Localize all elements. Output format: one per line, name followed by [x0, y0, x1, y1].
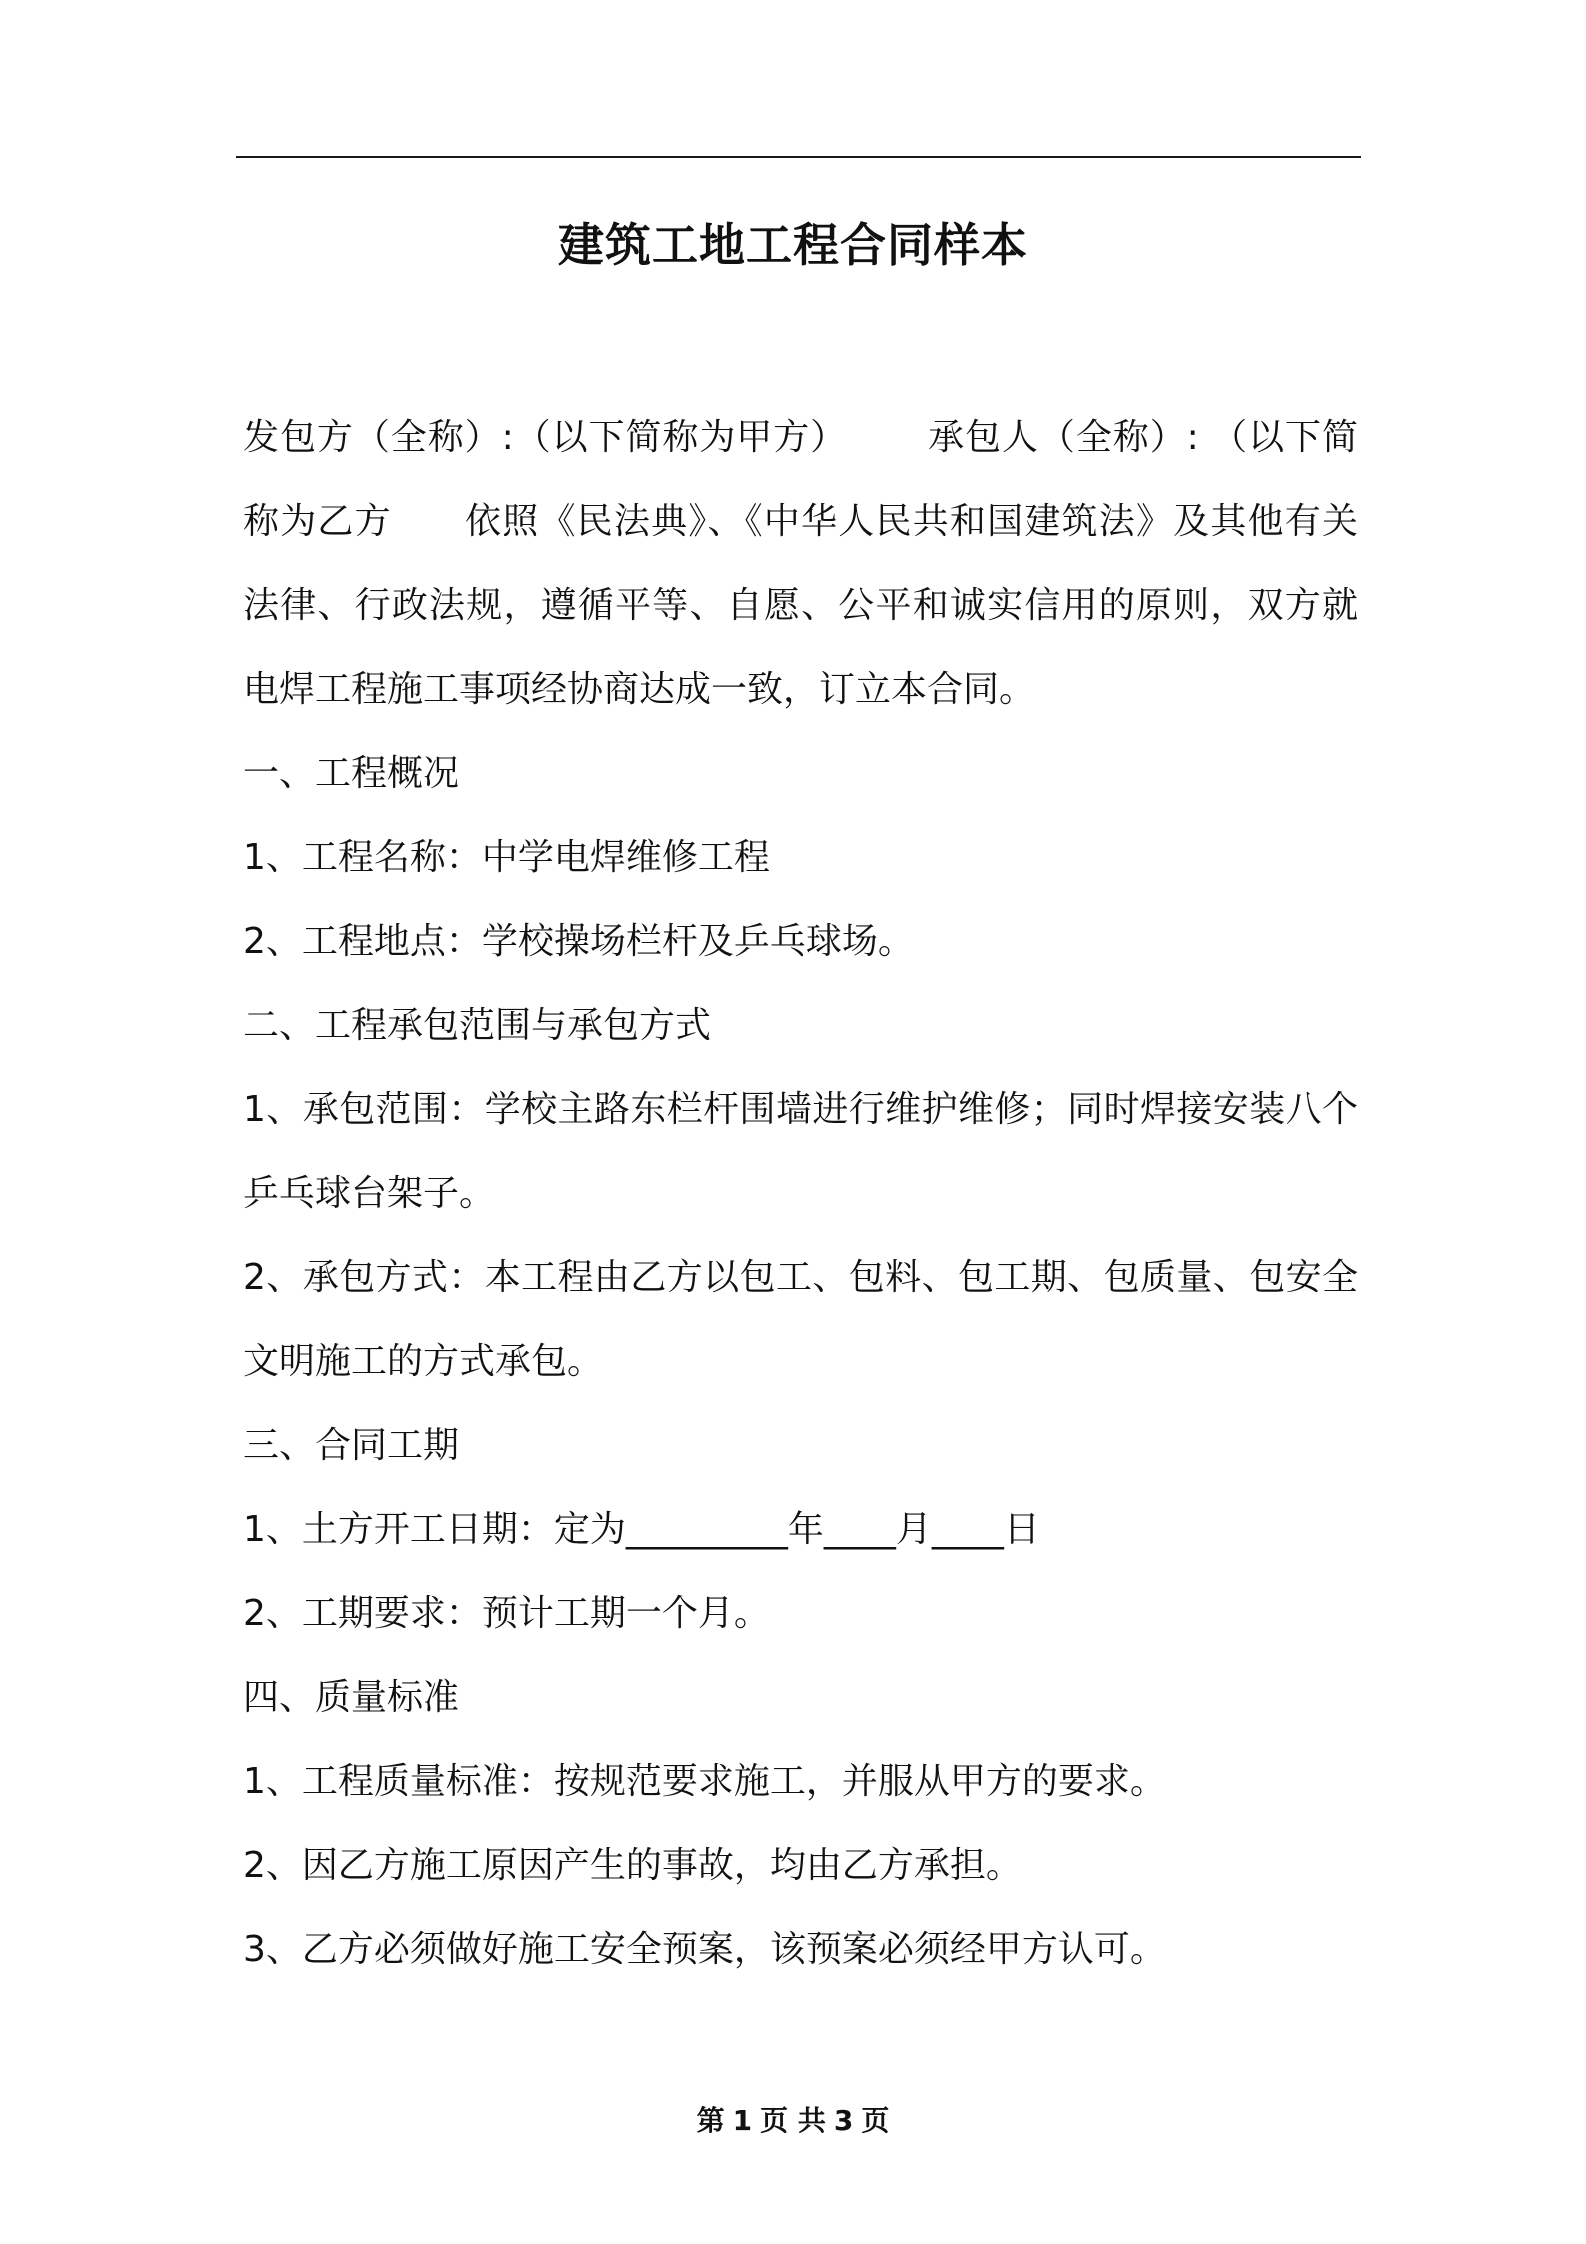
- footer-page-number: 1: [732, 2104, 753, 2137]
- header-rule: [236, 156, 1361, 158]
- intro-basis: 依照《民法典》、《中华人民共和国建筑法》及其他有关法律、行政法规，遵循平等、自愿、公平和诚实信用的原则，双方就电焊工程施工事项经协商达成一致，订立本合同。: [243, 501, 1358, 710]
- clause-quality-standard: 1、工程质量标准：按规范要求施工，并服从甲方的要求。: [243, 1761, 1166, 1802]
- section-heading-period: 三、合同工期: [243, 1425, 460, 1466]
- document-title: 建筑工地工程合同样本: [558, 218, 1028, 272]
- footer-suffix: 页: [861, 2104, 890, 2137]
- intro-paragraph: [243, 396, 1358, 732]
- clause-duration: 2、工期要求：预计工期一个月。: [243, 1593, 770, 1634]
- clause-accident-liability: 2、因乙方施工原因产生的事故，均由乙方承担。: [243, 1845, 1022, 1886]
- footer-mid: 页 共: [760, 2104, 826, 2137]
- footer-prefix: 第: [696, 2104, 725, 2137]
- clause-project-name: 1、工程名称：中学电焊维修工程: [243, 837, 770, 878]
- page-footer: [0, 2101, 1586, 2141]
- section-heading-quality: 四、质量标准: [243, 1677, 460, 1718]
- document-body: [243, 396, 1358, 1992]
- clause-start-date: 1、土方开工日期：定为_________年____月____日: [243, 1509, 1040, 1550]
- footer-total-pages: 3: [833, 2104, 854, 2137]
- clause-contract-method: 2、承包方式：本工程由乙方以包工、包料、包工期、包质量、包安全文明施工的方式承包。: [243, 1257, 1358, 1382]
- clause-safety-plan: 3、乙方必须做好施工安全预案，该预案必须经甲方认可。: [243, 1929, 1166, 1970]
- clause-scope: 1、承包范围：学校主路东栏杆围墙进行维护维修；同时焊接安装八个乒乓球台架子。: [243, 1089, 1358, 1214]
- section-heading-overview: 一、工程概况: [243, 753, 460, 794]
- section-heading-scope: 二、工程承包范围与承包方式: [243, 1005, 712, 1046]
- intro-contractor: 承包人（全称）: （以下简称为乙方: [243, 417, 1358, 542]
- clause-project-location: 2、工程地点：学校操场栏杆及乒乓球场。: [243, 921, 914, 962]
- intro-employer: 发包方（全称）:（以下简称为甲方）: [243, 417, 848, 458]
